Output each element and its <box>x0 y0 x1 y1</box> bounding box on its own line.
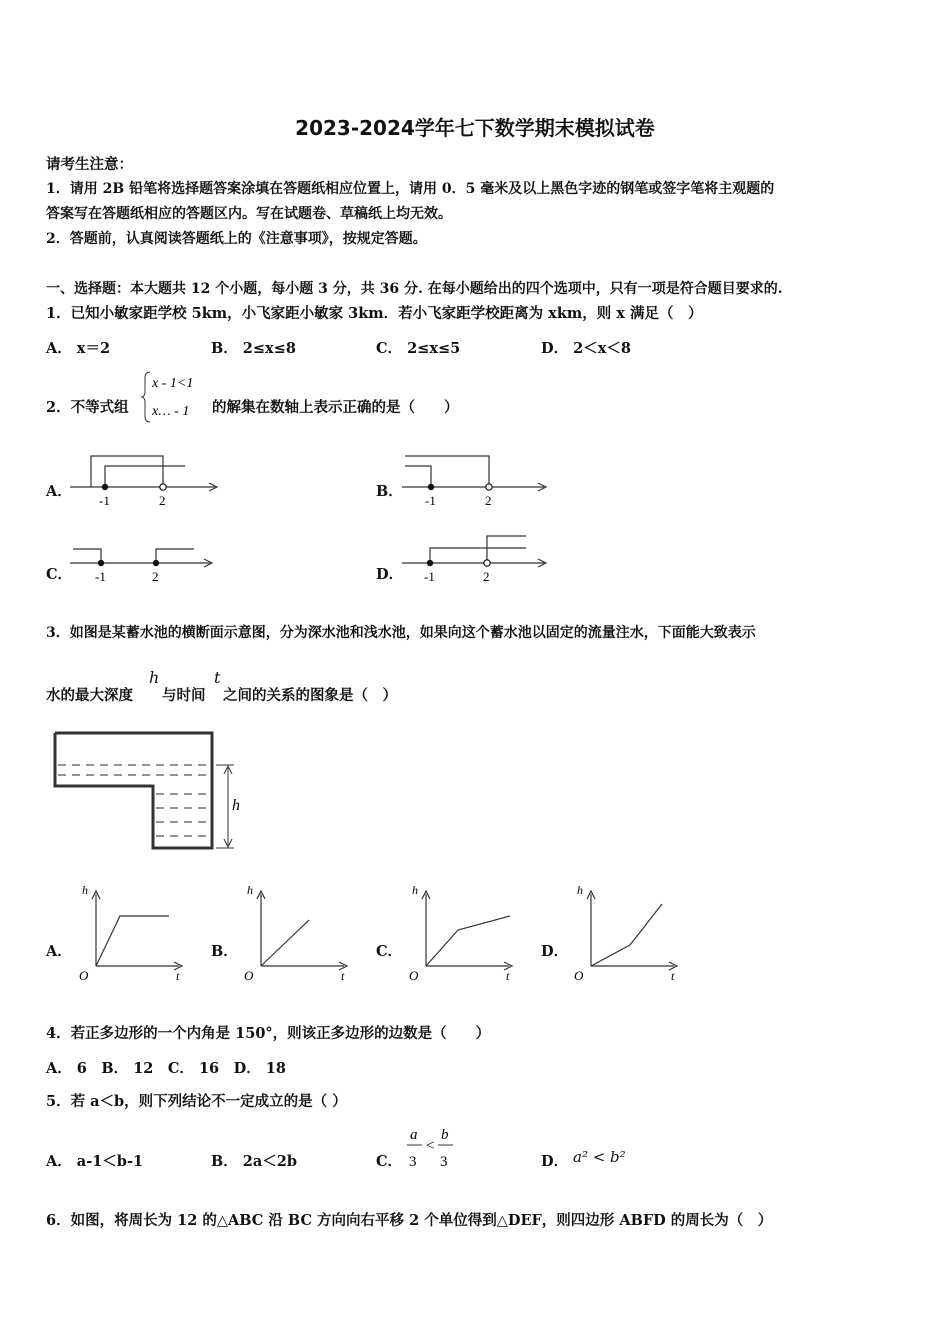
q5-option-c-fraction <box>404 1122 464 1172</box>
axis-h: h <box>247 883 253 897</box>
q5-stem: 5．若 a＜b，则下列结论不一定成立的是（ ） <box>46 1093 347 1110</box>
q2-stem-post: 的解集在数轴上表示正确的是（ ） <box>212 399 459 416</box>
q2-option-d[interactable]: D． <box>376 566 404 583</box>
q5-option-d-expr: a² < b² <box>573 1148 626 1166</box>
q2-option-b[interactable]: B． <box>376 483 403 500</box>
q1-stem: 1．已知小敏家距学校 5km，小飞家距小敏家 3km．若小飞家距学校距离为 xkm，则 x 满足（ ） <box>46 305 703 322</box>
tick-2: 2 <box>485 493 492 508</box>
q6-stem: 6．如图，将周长为 12 的△ABC 沿 BC 方向向右平移 2 个单位得到△DEF，则四边形 ABFD 的周长为（ ） <box>46 1212 773 1229</box>
frac-num-a: a <box>410 1127 418 1143</box>
tick-neg1: -1 <box>99 493 110 508</box>
q3-var-t: t <box>214 668 221 687</box>
q2-stem-pre: 2．不等式组 <box>46 399 129 416</box>
q3-stem-line-2c: 之间的关系的图象是（ ） <box>223 687 397 704</box>
origin: O <box>244 968 254 983</box>
notice-heading: 请考生注意： <box>46 156 133 173</box>
section-1-heading: 一、选择题：本大题共 12 个小题，每小题 3 分，共 36 分. 在每小题给出的四个选项中，只有一项是符合题目要求的. <box>46 281 783 297</box>
q4-stem: 4．若正多边形的一个内角是 150°，则该正多边形的边数是（ ） <box>46 1025 491 1042</box>
notice-line-2: 答案写在答题纸相应的答题区内。写在试题卷、草稿纸上均无效。 <box>46 206 452 222</box>
q2-ineq-1: x - 1<1 <box>152 376 194 391</box>
q3-option-a[interactable]: A． <box>46 943 72 960</box>
axis-t: t <box>341 969 345 983</box>
q1-option-a[interactable]: A． x＝2 <box>46 340 111 357</box>
q2-option-c[interactable]: C． <box>46 566 73 583</box>
q3-graph-a <box>74 882 194 982</box>
q3-graph-b <box>239 882 359 982</box>
origin: O <box>409 968 419 983</box>
q2-numberline-c <box>70 540 230 590</box>
axis-h: h <box>82 883 88 897</box>
q3-graph-d <box>569 882 689 982</box>
q3-graph-c <box>404 882 524 982</box>
notice-line-1: 1．请用 2B 铅笔将选择题答案涂填在答题纸相应位置上，请用 0．5 毫米及以上黑色字迹的钢笔或签字笔将主观题的 <box>46 181 775 197</box>
axis-h: h <box>412 883 418 897</box>
q3-option-d[interactable]: D． <box>541 943 569 960</box>
q3-stem-line-1: 3．如图是某蓄水池的横断面示意图，分为深水池和浅水池，如果向这个蓄水池以固定的流量注水，下面能大致表示 <box>46 625 756 641</box>
q5-option-b[interactable]: B． 2a＜2b <box>211 1153 298 1170</box>
tick-2: 2 <box>483 569 490 584</box>
q4-options[interactable]: A． 6 B． 12 C． 16 D． 18 <box>46 1060 286 1077</box>
q2-ineq-2: x… - 1 <box>152 404 190 419</box>
reservoir-diagram <box>50 728 250 858</box>
page-title: 2023-2024学年七下数学期末模拟试卷 <box>295 116 655 140</box>
origin: O <box>574 968 584 983</box>
frac-num-b: b <box>441 1127 449 1143</box>
q3-option-c[interactable]: C． <box>376 943 403 960</box>
q1-option-b[interactable]: B． 2≤x≤8 <box>211 340 296 357</box>
q5-option-a[interactable]: A． a-1＜b-1 <box>46 1153 144 1170</box>
q1-option-d[interactable]: D． 2＜x＜8 <box>541 340 631 357</box>
q2-inequality-system <box>142 370 212 424</box>
depth-label-h: h <box>232 797 240 814</box>
svg-text:<: < <box>426 1138 435 1154</box>
q3-stem-line-2a: 水的最大深度 <box>46 687 133 704</box>
tick-2: 2 <box>159 493 166 508</box>
notice-line-3: 2．答题前，认真阅读答题纸上的《注意事项》，按规定答题。 <box>46 231 427 247</box>
q3-var-h: h <box>149 668 160 687</box>
axis-h: h <box>577 883 583 897</box>
q2-numberline-a <box>70 452 230 512</box>
frac-den: 3 <box>409 1154 417 1170</box>
origin: O <box>79 968 89 983</box>
q3-option-b[interactable]: B． <box>211 943 238 960</box>
tick-2: 2 <box>152 569 159 584</box>
axis-t: t <box>506 969 510 983</box>
frac-den: 3 <box>440 1154 448 1170</box>
tick-neg1: -1 <box>95 569 106 584</box>
q2-numberline-d <box>402 530 562 590</box>
axis-t: t <box>671 969 675 983</box>
q5-option-d[interactable]: D． <box>541 1153 569 1170</box>
q2-numberline-b <box>402 452 562 512</box>
q2-option-a[interactable]: A． <box>46 483 72 500</box>
q5-option-c[interactable]: C． <box>376 1153 403 1170</box>
tick-neg1: -1 <box>424 569 435 584</box>
tick-neg1: -1 <box>425 493 436 508</box>
q1-option-c[interactable]: C． 2≤x≤5 <box>376 340 461 357</box>
axis-t: t <box>176 969 180 983</box>
q3-stem-line-2b: 与时间 <box>162 687 206 704</box>
